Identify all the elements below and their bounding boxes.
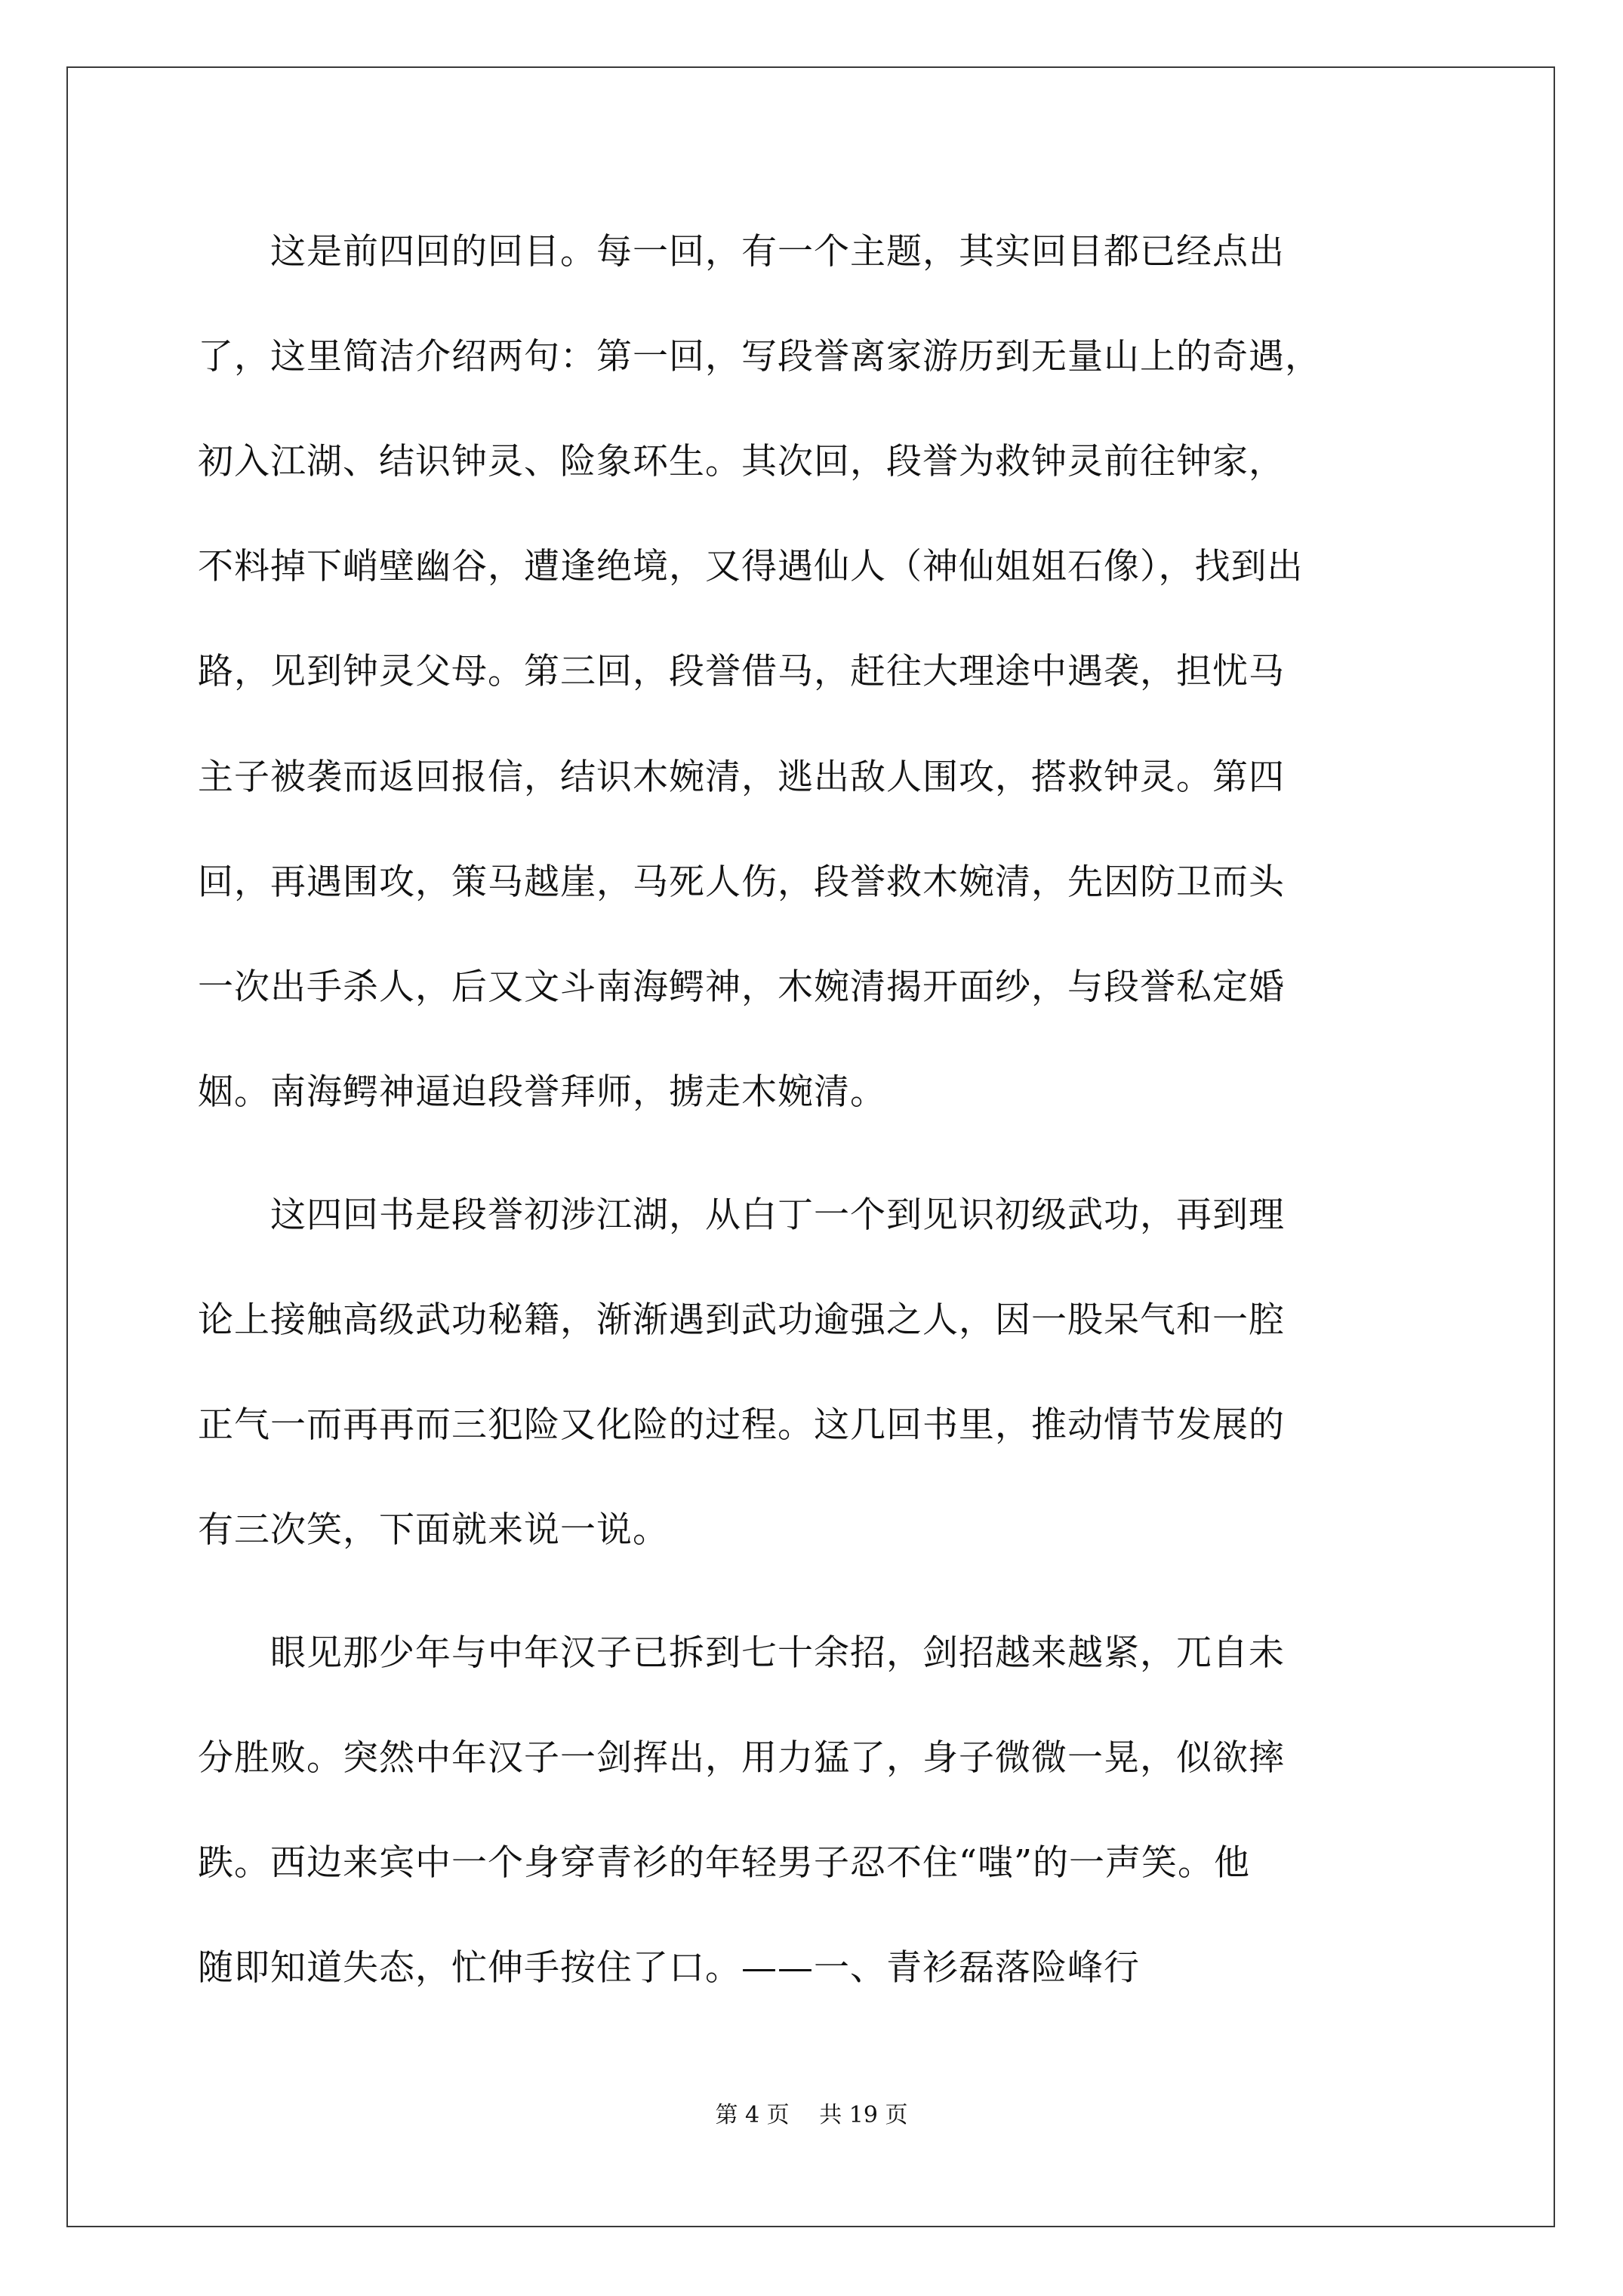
text-line: 分胜败。突然中年汉子一剑挥出，用力猛了，身子微微一晃，似欲摔 — [198, 1737, 1285, 1779]
text-line: 不料掉下峭壁幽谷，遭逢绝境，又得遇仙人（神仙姐姐石像），找到出 — [198, 546, 1304, 587]
text-line: 正气一而再再而三犯险又化险的过程。这几回书里，推动情节发展的 — [198, 1404, 1285, 1446]
text-line: 这是前四回的回目。每一回，有一个主题，其实回目都已经点出 — [198, 231, 1285, 273]
text-line: 姻。南海鳄神逼迫段誉拜师，掳走木婉清。 — [198, 1071, 886, 1113]
page-number-footer: 第 4 页 共 19 页 — [715, 2102, 908, 2128]
text-line: 有三次笑，下面就来说一说。 — [198, 1509, 669, 1551]
text-line: 了，这里简洁介绍两句：第一回，写段誉离家游历到无量山上的奇遇， — [198, 336, 1321, 378]
text-line: 跌。西边来宾中一个身穿青衫的年轻男子忍不住“嗤”的一声笑。他 — [198, 1842, 1251, 1884]
text-line: 主子被袭而返回报信，结识木婉清，逃出敌人围攻，搭救钟灵。第四 — [198, 757, 1285, 798]
text-line: 这四回书是段誉初涉江湖，从白丁一个到见识初级武功，再到理 — [198, 1194, 1285, 1236]
text-line: 初入江湖、结识钟灵、险象环生。其次回，段誉为救钟灵前往钟家， — [198, 441, 1285, 482]
page-border — [66, 66, 1555, 2227]
text-line: 路，见到钟灵父母。第三回，段誉借马，赶往大理途中遇袭，担忧马 — [198, 651, 1285, 692]
text-line: 论上接触高级武功秘籍，渐渐遇到武功逾强之人，因一股呆气和一腔 — [198, 1299, 1285, 1341]
text-line: 一次出手杀人，后又文斗南海鳄神，木婉清揭开面纱，与段誉私定婚 — [198, 966, 1285, 1008]
text-line: 眼见那少年与中年汉子已拆到七十余招，剑招越来越紧，兀自未 — [198, 1632, 1285, 1674]
text-line: 回，再遇围攻，策马越崖，马死人伤，段誉救木婉清，先因防卫而头 — [198, 861, 1285, 903]
text-line: 随即知道失态，忙伸手按住了口。——一、青衫磊落险峰行 — [198, 1947, 1140, 1989]
